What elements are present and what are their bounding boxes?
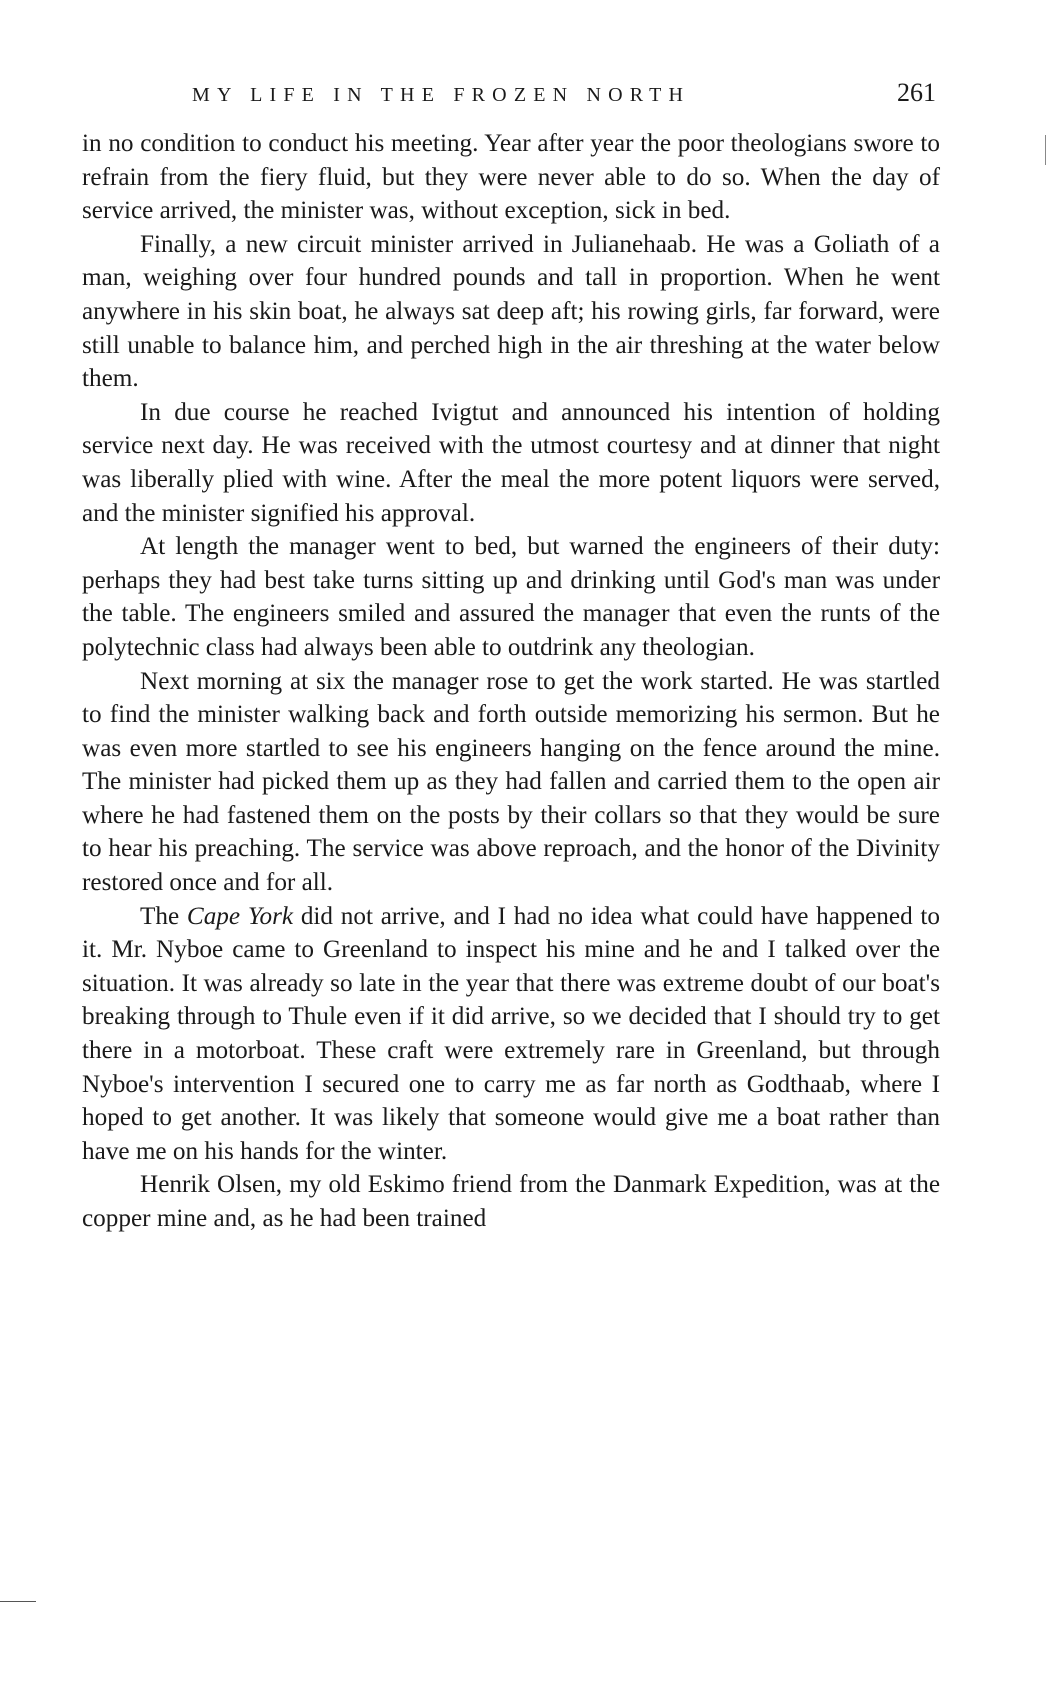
running-head <box>82 78 940 114</box>
paragraph-1: in no condition to conduct his meeting. Year after year the poor theologians swore to refrain from the fiery fluid, but they were never able to do so. When the day of service arrived, the minister was, without exception, sick in bed. <box>82 130 940 225</box>
paragraph-7: Henrik Olsen, my old Eskimo friend from the Danmark Expedition, was at the copper mine and, as he had been trained <box>82 1171 940 1232</box>
paragraph-6-lead: The <box>140 902 187 930</box>
paragraph-6 <box>82 900 940 1169</box>
ship-name: Cape York <box>186 902 294 930</box>
running-title: MY LIFE IN THE FROZEN NORTH <box>192 84 691 106</box>
scan-corner-mark <box>0 1601 36 1602</box>
paragraph-4: At length the manager went to bed, but warned the engineers of their duty: perhaps they had best take turns sitting up and drinking until God's man was under the table. The engineers smiled and assured the manager that even the runts of the polytechnic class had always been able to outdrink any theologian. <box>82 533 940 661</box>
paragraph-5: Next morning at six the manager rose to get the work started. He was startled to find the minister walking back and forth outside memorizing his sermon. But he was even more startled to see his engineers hanging on the fence around the mine. The minister had picked them up as they had fallen and carried them to the open air where he had fastened them on the posts by their collars so that they would be sure to hear his preaching. The service was above reproach, and the honor of the Divinity restored once and for all. <box>82 667 940 897</box>
paragraph-2: Finally, a new circuit minister arrived in Julianehaab. He was a Goliath of a man, weighing over four hundred pounds and tall in proportion. When he went anywhere in his skin boat, he always sat deep aft; his rowing girls, far forward, were still unable to balance him, and perched high in the air threshing at the water below them. <box>82 230 940 393</box>
paragraph-6-rest: did not arrive, and I had no idea what could have happened to it. Mr. Nyboe came to Greenland to inspect his mine and he and I talked over the situation. It was already so late in the year that there was extreme doubt of our boat's breaking through to Thule even if it did arrive, so we decided that I should try to get there in a motorboat. These craft were extremely rare in Greenland, but through Nyboe's intervention I secured one to carry me as far north as Godthaab, where I hoped to get another. It was likely that someone would give me a boat rather than have me on his hands for the winter. <box>82 902 940 1165</box>
body-text <box>82 127 940 1236</box>
paragraph-3: In due course he reached Ivigtut and announced his intention of holding service next day. He was received with the utmost courtesy and at dinner that night was liberally plied with wine. After the meal the more potent liquors were served, and the minister signified his approval. <box>82 398 940 527</box>
page-number: 261 <box>897 78 936 107</box>
